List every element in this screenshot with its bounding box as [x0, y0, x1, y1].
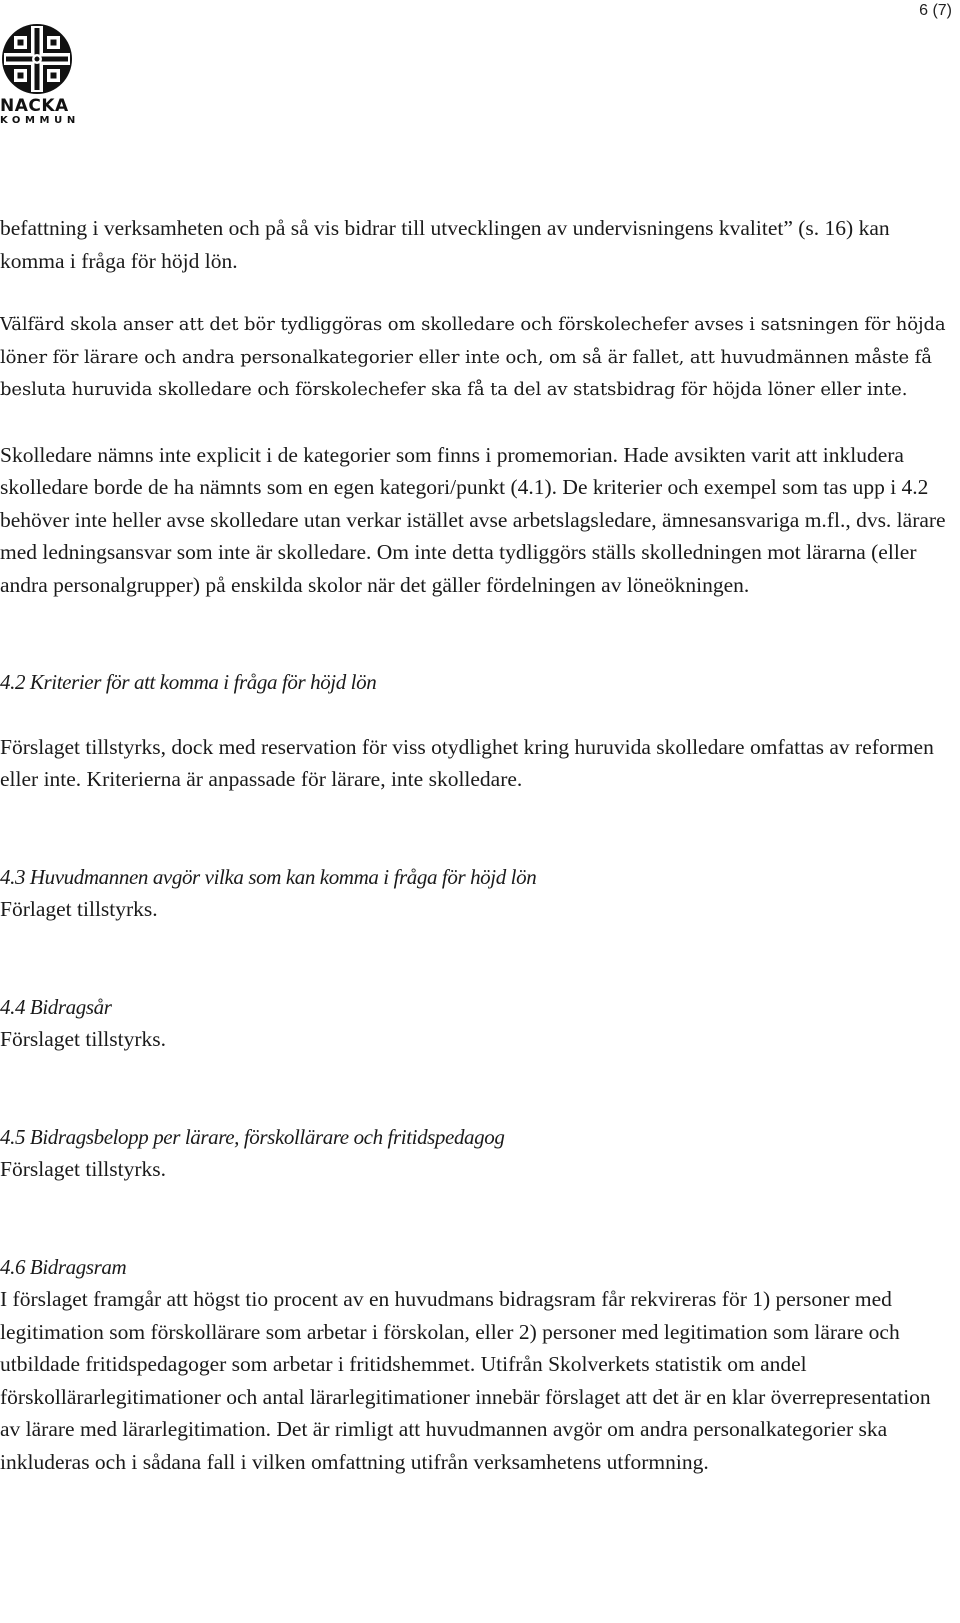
section-heading-4-5: 4.5 Bidragsbelopp per lärare, förskollärare och fritidspedagog — [0, 1124, 505, 1149]
section-text-4-3: Förlaget tillstyrks. — [0, 897, 158, 921]
page-number: 6 (7) — [919, 2, 952, 19]
section-heading-4-3: 4.3 Huvudmannen avgör vilka som kan komma i fråga för höjd lön — [0, 864, 537, 889]
nacka-kommun-logo — [0, 22, 80, 126]
valfard-paragraph: Välfärd skola anser att det bör tydliggöras om skolledare och förskolechefer avses i satsningen för höjda löner för lärare och andra personalkategorier eller inte och, om så är fallet, att huvudmännen måste få besluta huruvida skolledare och förskolechefer ska få ta del av statsbidrag för höjda löner eller inte. — [0, 314, 946, 400]
logo-subtitle: KOMMUN — [0, 115, 80, 126]
logo-name: NACKA — [0, 96, 69, 116]
section-text-4-2: Förslaget tillstyrks, dock med reservation för viss otydlighet kring huruvida skolledare omfattas av reformen eller inte. Kriterierna är anpassade för lärare, inte skolledare. — [0, 734, 934, 791]
section-text-4-4: Förslaget tillstyrks. — [0, 1027, 167, 1051]
document-body — [0, 212, 950, 1478]
section-text-4-5: Förslaget tillstyrks. — [0, 1157, 167, 1181]
section-heading-4-4: 4.4 Bidragsår — [0, 994, 112, 1019]
intro-paragraph: befattning i verksamheten och på så vis bidrar till utvecklingen av undervisningens kvalitet” (s. 16) kan komma i fråga för höjd lön. — [0, 216, 890, 273]
skolledare-paragraph: Skolledare nämns inte explicit i de kategorier som finns i promemorian. Hade avsikten varit att inkludera skolledare borde de ha nämnts som en egen kategori/punkt (4.1). De kriterier och exempel som tas upp i 4.2 behöver inte heller avse skolledare utan verkar istället avse arbetslagsledare, ämnesansvariga m.fl., dvs. lärare med ledningsansvar som inte är skolledare. Om inte detta tydliggörs ställs skolledningen mot lärarna (eller andra personalgrupper) på enskilda skolor när det gäller fördelningen av löneökningen. — [0, 442, 946, 597]
section-heading-4-2: 4.2 Kriterier för att komma i fråga för höjd lön — [0, 670, 377, 694]
section-heading-4-6: 4.6 Bidragsram — [0, 1254, 127, 1279]
nacka-emblem-icon — [0, 22, 74, 96]
section-text-4-6: I förslaget framgår att högst tio procent av en huvudmans bidragsram får rekvireras för 1) personer med legitimation som förskollärare som arbetar i förskolan, eller 2) personer med legitimation som lärare och utbildade fritidspedagoger som arbetar i fritidshemmet. Utifrån Skolverkets statistik om andel förskollärarlegitimationer och antal lärarlegitimationer innebär förslaget att det är en klar överrepresentation av lärare med lärarlegitimation. Det är rimligt att huvudmannen avgör om andra personalkategorier ska inkluderas och i sådana fall i vilken omfattning utifrån verksamhetens utformning. — [0, 1287, 931, 1474]
